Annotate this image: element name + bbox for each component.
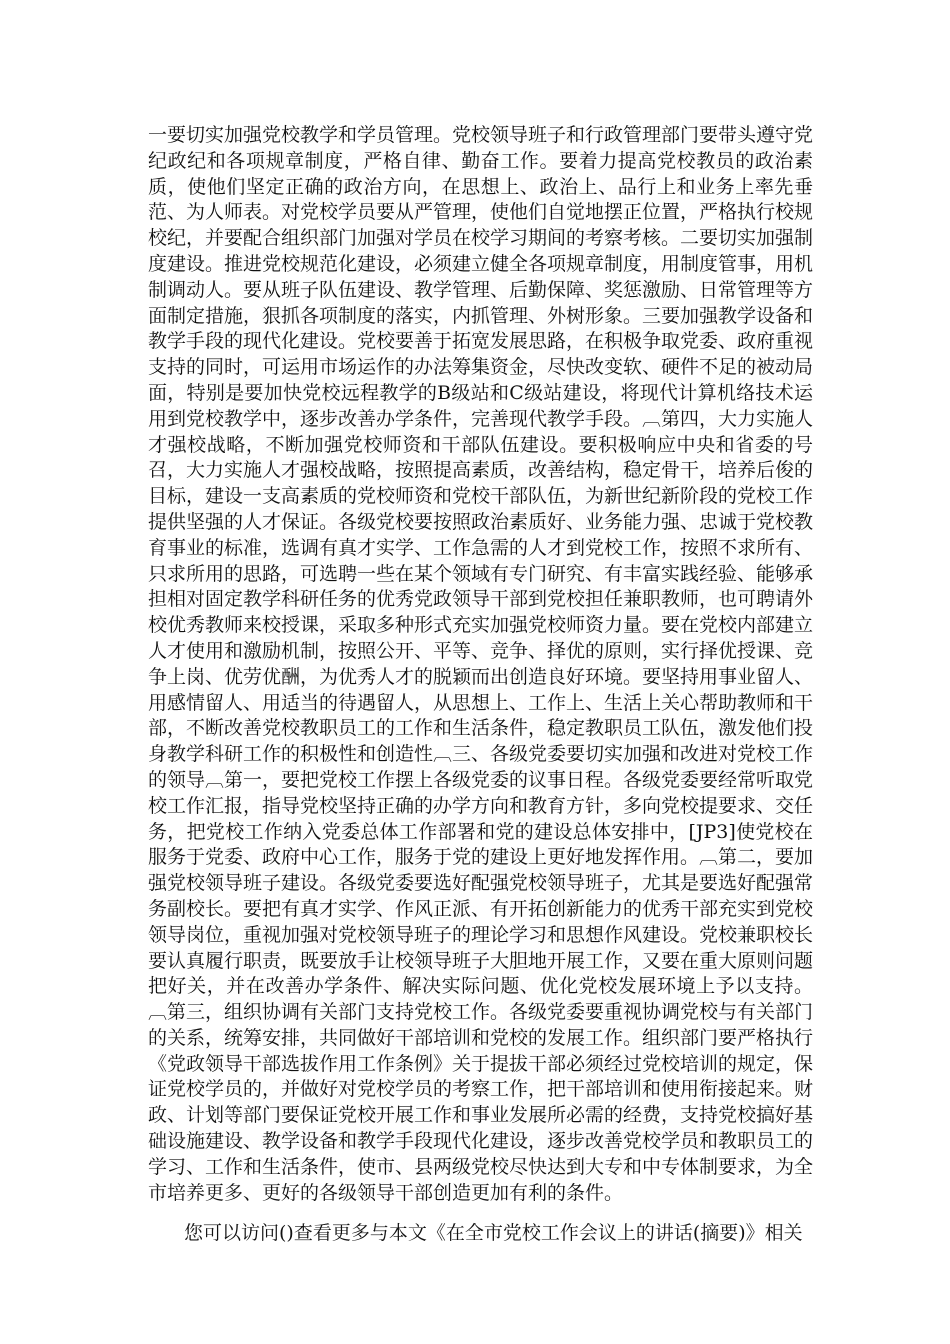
article-body-paragraph: 一要切实加强党校教学和学员管理。党校领导班子和行政管理部门要带头遵守党纪政纪和各项规章制度，严格自律、勤奋工作。要着力提高党校教员的政治素质，使他们坚定正确的政治方向，在思想上、政治上、品行上和业务上率先垂范、为人师表。对党校学员要从严管理，使他们自觉地摆正位置，严格执行校规校纪，并要配合组织部门加强对学员在校学习期间的考察考核。二要切实加强制度建设。推进党校规范化建设，必须建立健全各项规章制度，用制度管事，用机制调动人。要从班子队伍建设、教学管理、后勤保障、奖惩激励、日常管理等方面制定措施，狠抓各项制度的落实，内抓管理、外树形象。三要加强教学设备和教学手段的现代化建设。党校要善于拓宽发展思路，在积极争取党委、政府重视支持的同时，可运用市场运作的办法筹集资金，尽快改变软、硬件不足的被动局面，特别是要加快党校远程教学的B级站和C级站建设，将现代计算机络技术运用到党校教学中，逐步改善办学条件，完善现代教学手段。︹第四，大力实施人才强校战略，不断加强党校师资和干部队伍建设。要积极响应中央和省委的号召，大力实施人才强校战略，按照提高素质，改善结构，稳定骨干，培养后俊的目标，建设一支高素质的党校师资和党校干部队伍，为新世纪新阶段的党校工作提供坚强的人才保证。各级党校要按照政治素质好、业务能力强、忠诚于党校教育事业的标准，选调有真才实学、工作急需的人才到党校工作，按照不求所有、只求所用的思路，可选聘一些在某个领域有专门研究、有丰富实践经验、能够承担相对固定教学科研任务的优秀党政领导干部到党校担任兼职教师，也可聘请外校优秀教师来校授课，采取多种形式充实加强党校师资力量。要在党校内部建立人才使用和激励机制，按照公开、平等、竞争、择优的原则，实行择优授课、竞争上岗、优劳优酬，为优秀人才的脱颖而出创造良好环境。要坚持用事业留人、用感情留人、用适当的待遇留人，从思想上、工作上、生活上关心帮助教师和干部，不断改善党校教职员工的工作和生活条件，稳定教职员工队伍，激发他们投身教学科研工作的积极性和创造性︹三、各级党委要切实加强和改进对党校工作的领导︹第一，要把党校工作摆上各级党委的议事日程。各级党委要经常听取党校工作汇报，指导党校坚持正确的办学方向和教育方针，多向党校提要求、交任务，把党校工作纳入党委总体工作部署和党的建设总体安排中，[JP3]使党校在服务于党委、政府中心工作，服务于党的建设上更好地发挥作用。︹第二，要加强党校领导班子建设。各级党委要选好配强党校领导班子，尤其是要选好配强常务副校长。要把有真才实学、作风正派、有开拓创新能力的优秀干部充实到党校领导岗位，重视加强对党校领导班子的理论学习和思想作风建设。党校兼职校长要认真履行职责，既要放手让校领导班子大胆地开展工作，又要在重大原则问题把好关，并在改善办学条件、解决实际问题、优化党校发展环境上予以支持。︹第三，组织协调有关部门支持党校工作。各级党委要重视协调党校与有关部门的关系，统筹安排，共同做好干部培训和党校的发展工作。组织部门要严格执行《党政领导干部选拔作用工作条例》关于提拔干部必须经过党校培训的规定，保证党校学员的，并做好对党校学员的考察工作，把干部培训和使用衔接起来。财政、计划等部门要保证党校开展工作和事业发展所必需的经费，支持党校搞好基础设施建设、教学设备和教学手段现代化建设，逐步改善党校学员和教职员工的学习、工作和生活条件，使市、县两级党校尽快达到大专和中专体制要求，为全市培养更多、更好的各级领导干部创造更加有利的条件。 (148, 124, 814, 1204)
related-articles-note: 您可以访问()查看更多与本文《在全市党校工作会议上的讲话(摘要)》相关 (184, 1222, 803, 1244)
